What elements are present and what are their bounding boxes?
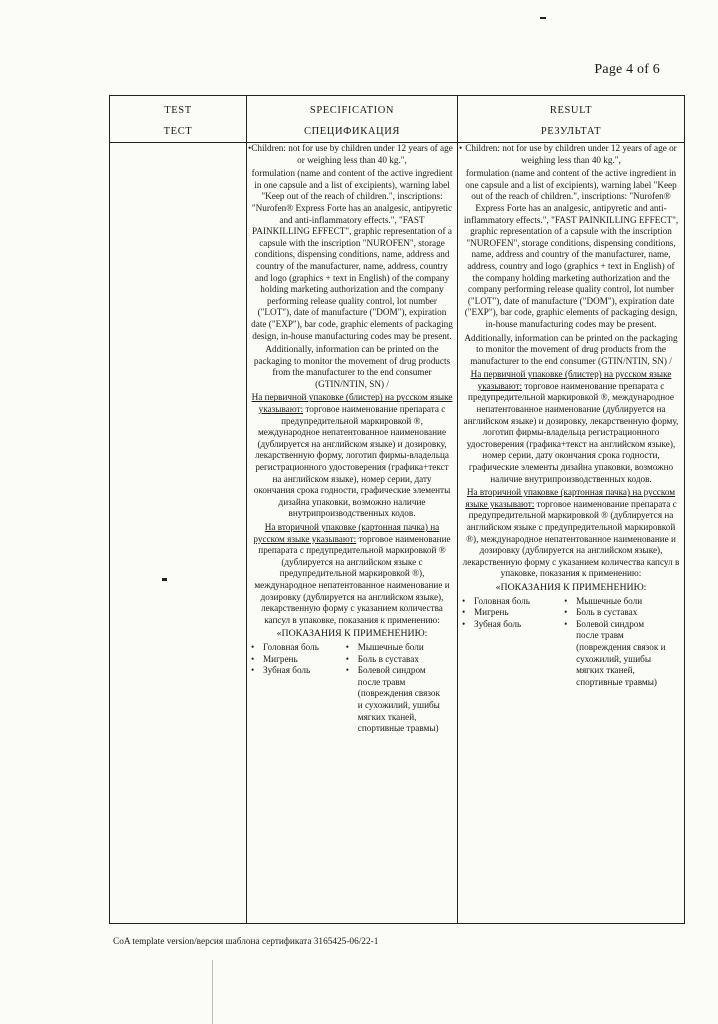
specification-table bbox=[109, 95, 685, 924]
list-item: • Мышечные боли bbox=[564, 595, 643, 606]
list-item: • Мышечные боли bbox=[345, 641, 424, 652]
spec-indications-title: «ПОКАЗАНИЯ К ПРИМЕНЕНИЮ: bbox=[276, 628, 428, 640]
list-item: • Мигрень bbox=[251, 653, 298, 664]
result-primary-packaging: На первичной упаковке (блистер) на русском языке указывают: торговое наименование препарата с предупредительной маркировкой ®, международное непатентованное наименование (дублируется на английском языке) и дозировку, лекарственную форму, логотип фирмы-владельца регистрационного удостоверения (графика+текст на английском языке), номер серии, дату окончания срока годности, графические элементы дизайна упаковки, возможно наличие внутрипроизводственных кодов. bbox=[463, 369, 679, 484]
result-indications-list bbox=[458, 596, 684, 689]
page-number: Page 4 of 6 bbox=[594, 62, 660, 77]
list-item: • Головная боль bbox=[251, 641, 319, 652]
spec-primary-packaging: На первичной упаковке (блистер) на русском языке указывают: торговое наименование препарата с предупредительной маркировкой ®, международное непатентованное наименование (дублируется на английском языке) и дозировку, лекарственную форму, логотип фирмы-владельца регистрационного удостоверения (графика+текст на английском языке), номер серии, дату окончания срока годности, графические элементы дизайна упаковки, возможно наличие внутрипроизводственных кодов. bbox=[251, 392, 453, 519]
list-item: • Болевой синдром после травм (повреждения связок и сухожилий, ушибы мягких тканей, спортивные травмы) bbox=[345, 665, 440, 734]
result-formulation: formulation (name and content of the active ingredient in one capsule and a list of excipients), warning label "Keep out of the reach of children.", inscriptions: "Nurofen® Express Forte has an analgesic, antipyretic and anti-inflammatory effects.", "FAST PAINKILLING EFFECT", graphic representation of a capsule with the inscription "NUROFEN", storage conditions, dispensing conditions, name, address and country of the manufacturer, name, address, country and logo (graphics + text in English) of the company holding marketing authorization and the company performing release quality control, lot number ("LOT"), date of manufacture ("DOM"), expiration date ("EXP"), bar code, graphic elements of packaging design, in-house manufacturing codes may be present. bbox=[463, 168, 679, 329]
header-test: TEST ТЕСТ bbox=[110, 96, 247, 143]
header-result: RESULT РЕЗУЛЬТАТ bbox=[458, 96, 685, 143]
spec-additionally: Additionally, information can be printed on the packaging to monitor the movement of drug products from the manufacturer to the end consumer (GTIN/NTIN, SN) / bbox=[253, 344, 451, 389]
spec-formulation: formulation (name and content of the active ingredient in one capsule and a list of excipients), warning label "Keep out of the reach of children.", inscriptions: "Nurofen® Express Forte has an analgesic, antipyretic and anti-inflammatory effects.", "FAST PAINKILLING EFFECT", graphic representation of a capsule with the inscription "NUROFEN", storage conditions, dispensing conditions, name, address and country of the manufacturer, name, address, country and logo (graphics + text in English) of the company holding marketing authorization and the company performing release quality control, lot number ("LOT"), date of manufacture ("DOM"), expiration date ("EXP"), bar code, graphic elements of packaging design, in-house manufacturing codes may be present. bbox=[251, 168, 453, 341]
list-item: • Зубная боль bbox=[462, 618, 522, 629]
result-additionally: Additionally, information can be printed on the packaging to monitor the movement of drug products from the manufacturer to the end consumer (GTIN/NTIN, SN) / bbox=[464, 332, 678, 366]
list-item: • Зубная боль bbox=[251, 665, 311, 676]
scan-speck bbox=[540, 17, 546, 19]
footer-template-version: CoA template version/версия шаблона сертификата 3165425-06/22-1 bbox=[113, 937, 379, 947]
list-item: • Боль в суставах bbox=[564, 607, 638, 618]
header-specification: SPECIFICATION СПЕЦИФИКАЦИЯ bbox=[247, 96, 458, 143]
scan-speck bbox=[212, 960, 213, 1024]
spec-secondary-packaging: На вторичной упаковке (картонная пачка) на русском языке указывают: торговое наименование препарата с предупредительной маркировкой ® (дублируется на английском языке с предупредительной маркировкой ®), международное непатентованное наименование и дозировку (дублируется на английском языке), лекарственную форму с указанием количества капсул в упаковке, показания к применению: bbox=[253, 522, 451, 625]
spec-indications-list bbox=[247, 642, 457, 735]
table-row bbox=[110, 143, 685, 924]
table-header-row bbox=[110, 96, 685, 143]
list-item: • Головная боль bbox=[462, 595, 530, 606]
list-item: • Болевой синдром после травм (повреждения связок и сухожилий, ушибы мягких тканей, спортивные травмы) bbox=[564, 618, 666, 687]
test-cell bbox=[110, 143, 247, 924]
result-cell bbox=[458, 143, 685, 924]
list-item: • Мигрень bbox=[462, 607, 509, 618]
result-indications-title: «ПОКАЗАНИЯ К ПРИМЕНЕНИЮ: bbox=[495, 581, 647, 593]
spec-children: • Children: not for use by children under 12 years of age or weighing less than 40 kg.", bbox=[248, 143, 453, 165]
result-secondary-packaging: На вторичной упаковке (картонная пачка) на русском языке указывают: торговое наименование препарата с предупредительной маркировкой ® (дублируется на английском языке с предупредительной маркировкой ®), международное непатентованное наименование и дозировку (дублируется на английском языке), лекарственную форму с указанием количества капсул в упаковке, показания к применению: bbox=[462, 487, 680, 579]
result-children: • Children: not for use by children under 12 years of age or weighing less than 40 kg.", bbox=[459, 143, 677, 165]
list-item: • Боль в суставах bbox=[345, 653, 419, 664]
specification-cell bbox=[247, 143, 458, 924]
